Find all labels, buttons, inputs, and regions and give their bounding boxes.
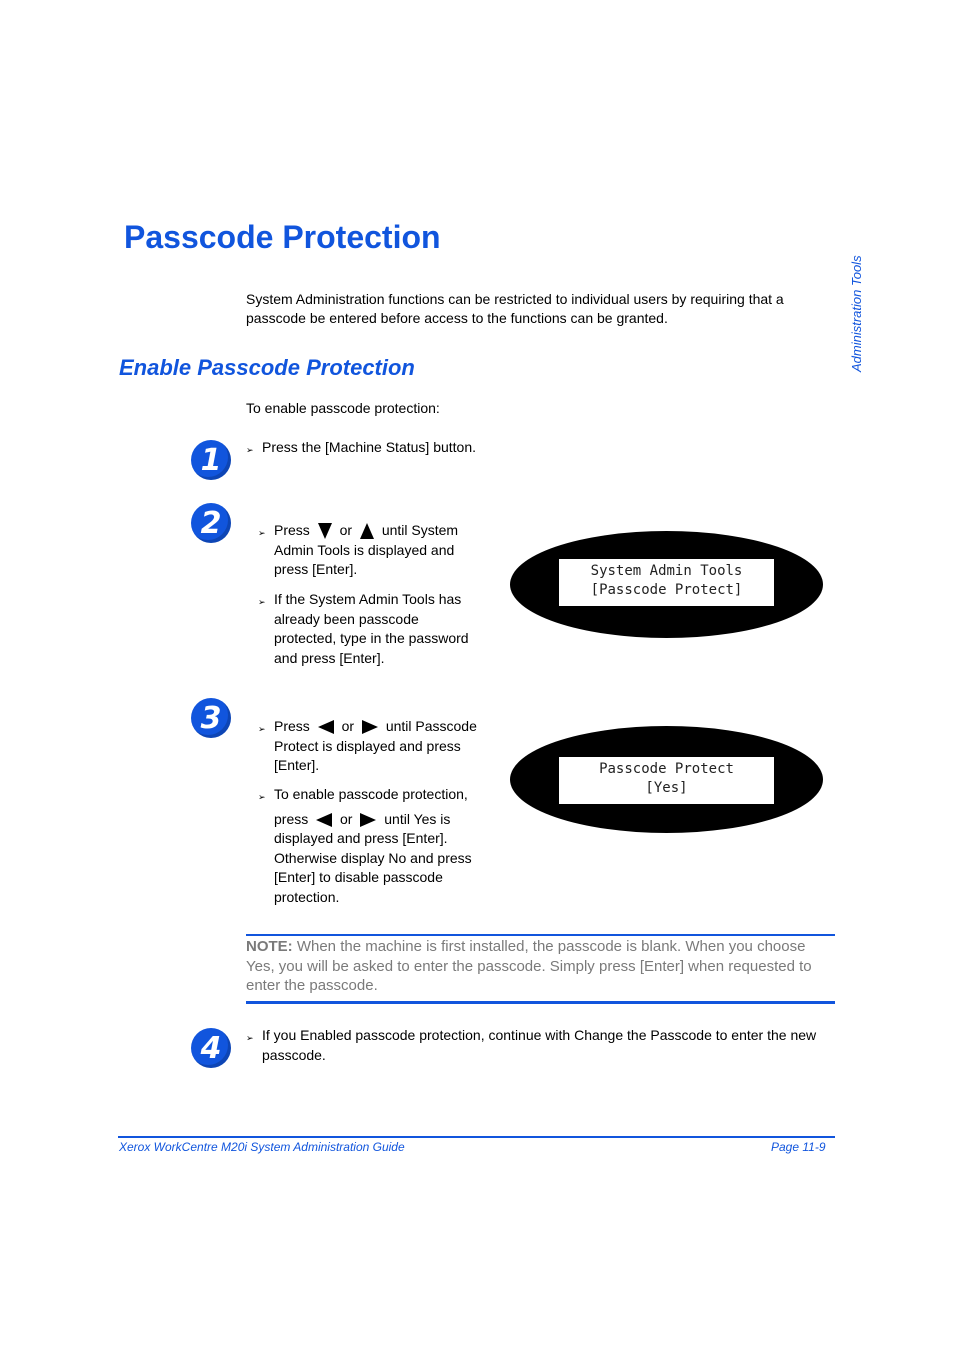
bullet-icon: ➢ [258, 528, 266, 538]
step-2-rest: Admin Tools is displayed and press [Enter]. [274, 541, 455, 577]
note-label: NOTE: [246, 938, 293, 955]
lcd-screen [559, 559, 774, 606]
intro-paragraph: System Administration functions can be restricted to individual users by requiring that a passcode be entered before access to the functions can be granted. [246, 291, 784, 326]
step-2-item-2 [258, 590, 498, 668]
bullet-icon: ➢ [246, 1033, 254, 1043]
bullet-icon: ➢ [258, 724, 266, 734]
step-2-number: 2 [191, 503, 231, 543]
side-tab [846, 226, 866, 376]
note-box [246, 937, 831, 996]
bullet-icon: ➢ [258, 792, 266, 802]
note-bottom-rule [246, 1001, 835, 1004]
footer-page-number: Page 11-9 [771, 1140, 826, 1154]
footer-rule [118, 1136, 835, 1138]
step-3-or: or [341, 718, 355, 734]
step-3-item-2-lead: To enable passcode protection, [274, 786, 468, 802]
up-arrow-icon [360, 523, 374, 539]
right-arrow-icon [362, 720, 378, 734]
left-arrow-icon [316, 813, 332, 827]
step-2-or: or [339, 522, 353, 538]
left-arrow-icon [318, 720, 334, 734]
section-lead: To enable passcode protection: [246, 400, 440, 416]
footer-doc-title: Xerox WorkCentre M20i System Administration Guide [119, 1140, 405, 1154]
lcd-display-oval [510, 726, 823, 833]
step-4-text: If you Enabled passcode protection, continue with Change the Passcode to enter the new passcode. [262, 1027, 817, 1063]
step-2-item-2-text: If the System Admin Tools has already been passcode protected, type in the password and press [Enter]. [274, 591, 469, 666]
section-heading: Enable Passcode Protection [119, 355, 415, 380]
bullet-icon: ➢ [258, 597, 266, 607]
step-1-text: Press the [Machine Status] button. [262, 439, 477, 455]
step-3-rest: Protect is displayed and press [Enter]. [274, 737, 461, 773]
step-3-item-2-or: or [340, 810, 353, 827]
step-3-press: Press [274, 718, 310, 734]
note-text: When the machine is first installed, the passcode is blank. When you choose Yes, you will be asked to enter the passcode. Simply press [Enter] when requested to enter the passcode. [246, 938, 812, 994]
lcd-line-2: [Passcode Protect] [590, 582, 743, 598]
step-2-press: Press [274, 522, 310, 538]
step-2-until: until System [381, 522, 459, 538]
step-2-item-1 [258, 521, 498, 580]
note-top-rule [246, 934, 835, 936]
lcd-line-2: [Yes] [645, 780, 688, 796]
step-3-item-2-press: press [274, 810, 309, 827]
bullet-icon: ➢ [246, 445, 254, 455]
step-3-until: until Passcode [385, 718, 477, 734]
step-3-item-2 [258, 785, 498, 907]
lcd-screen [559, 757, 774, 804]
lcd-line-1: System Admin Tools [590, 563, 743, 579]
right-arrow-icon [360, 813, 376, 827]
step-3-item-2-rest: displayed and press [Enter]. Otherwise display No and press [Enter] to disable passcode protection. [274, 830, 472, 905]
step-1-number: 1 [191, 440, 231, 480]
side-tab-label: Administration Tools [849, 255, 864, 372]
lcd-display-oval [510, 531, 823, 638]
step-3-number: 3 [191, 698, 231, 738]
step-3-item-1 [258, 717, 498, 776]
step-4-number: 4 [191, 1028, 231, 1068]
down-arrow-icon [318, 523, 332, 539]
page-title: Passcode Protection [124, 219, 441, 255]
lcd-line-1: Passcode Protect [599, 761, 734, 777]
step-3-item-2-until: until Yes is [384, 810, 451, 827]
